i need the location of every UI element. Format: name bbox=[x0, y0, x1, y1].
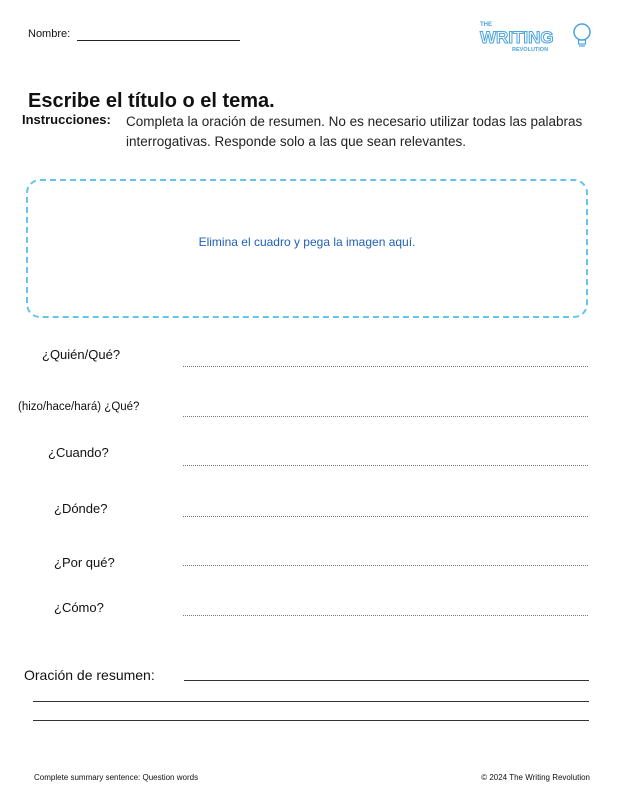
name-field[interactable] bbox=[77, 40, 240, 41]
writing-revolution-logo bbox=[478, 18, 592, 54]
answer-line-why[interactable] bbox=[183, 565, 588, 566]
answer-line-how[interactable] bbox=[183, 615, 588, 616]
name-label: Nombre: bbox=[28, 28, 71, 40]
summary-line-2[interactable] bbox=[33, 701, 589, 702]
question-where: ¿Dónde? bbox=[54, 501, 108, 516]
answer-line-where[interactable] bbox=[183, 516, 588, 517]
question-why: ¿Por qué? bbox=[54, 555, 115, 570]
answer-line-did-what[interactable] bbox=[183, 416, 588, 417]
instructions-text: Completa la oración de resumen. No es necesario utilizar todas las palabras interrogativas. Responde solo a las que sean relevantes. bbox=[126, 114, 583, 149]
image-placeholder-text: Elimina el cuadro y pega la imagen aquí. bbox=[198, 235, 416, 249]
question-did-what: (hizo/hace/hará) ¿Qué? bbox=[18, 401, 140, 413]
logo-line2: WRITING bbox=[480, 28, 554, 47]
question-when: ¿Cuando? bbox=[48, 445, 109, 460]
question-how: ¿Cómo? bbox=[54, 600, 104, 615]
summary-line-3[interactable] bbox=[33, 720, 589, 721]
footer-copyright: © 2024 The Writing Revolution bbox=[481, 773, 590, 782]
question-who: ¿Quién/Qué? bbox=[42, 347, 121, 362]
instructions-label: Instrucciones: bbox=[22, 112, 111, 127]
page-title: Escribe el título o el tema. bbox=[28, 90, 275, 112]
logo-line3: REVOLUTION bbox=[512, 47, 549, 53]
logo-graphic bbox=[478, 18, 592, 54]
summary-label: Oración de resumen: bbox=[24, 667, 155, 683]
footer-left-text: Complete summary sentence: Question words bbox=[34, 773, 199, 782]
answer-line-when[interactable] bbox=[183, 465, 588, 466]
logo-line1: THE bbox=[480, 22, 492, 28]
answer-line-who[interactable] bbox=[183, 366, 588, 367]
summary-line-1[interactable] bbox=[184, 680, 589, 681]
lightbulb-icon bbox=[574, 24, 590, 46]
